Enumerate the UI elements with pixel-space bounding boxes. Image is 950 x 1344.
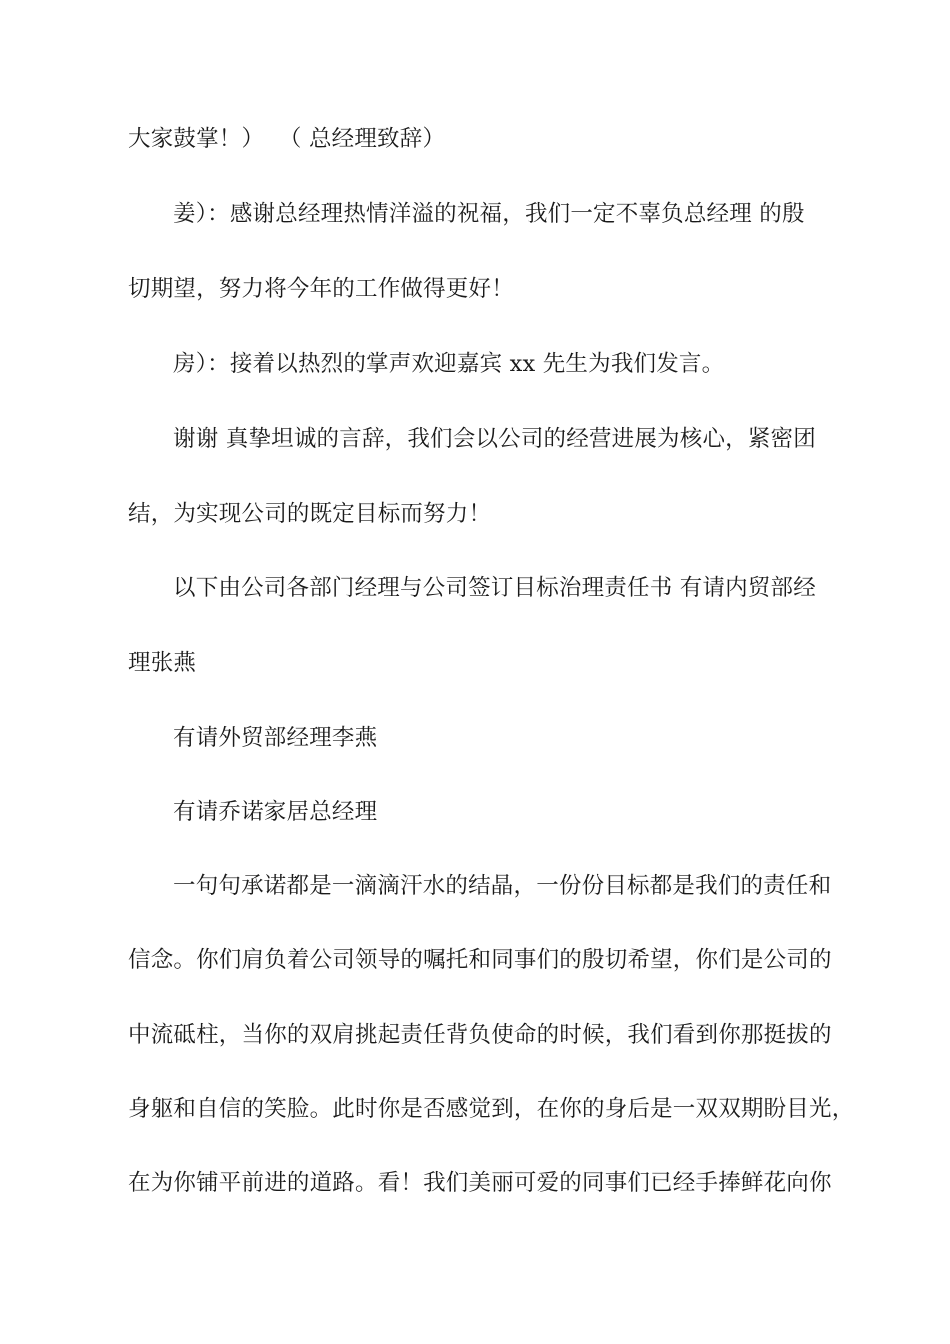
text-line-10: 有请乔诺家居总经理 <box>173 799 378 825</box>
text-line-7: 以下由公司各部门经理与公司签订目标治理责任书 有请内贸部经 <box>173 575 816 601</box>
text-line-12: 信念。你们肩负着公司领导的嘱托和同事们的殷切希望，你们是公司的 <box>128 947 832 973</box>
text-line-5: 谢谢 真挚坦诚的言辞，我们会以公司的经营进展为核心，紧密团 <box>173 426 816 452</box>
text-line-1: 大家鼓掌！） （ 总经理致辞） <box>128 126 446 152</box>
text-line-15: 在为你铺平前进的道路。看！我们美丽可爱的同事们已经手捧鲜花向你 <box>128 1170 832 1196</box>
text-line-6: 结，为实现公司的既定目标而努力！ <box>128 501 492 527</box>
text-line-13: 中流砥柱，当你的双肩挑起责任背负使命的时候，我们看到你那挺拔的 <box>128 1022 832 1048</box>
text-line-8: 理张燕 <box>128 650 197 676</box>
text-line-14: 身躯和自信的笑脸。此时你是否感觉到，在你的身后是一双双期盼目光， <box>128 1096 855 1122</box>
text-line-2: 姜）：感谢总经理热情洋溢的祝福，我们一定不辜负总经理 的殷 <box>173 201 805 227</box>
text-line-11: 一句句承诺都是一滴滴汗水的结晶，一份份目标都是我们的责任和 <box>173 873 832 899</box>
text-line-3: 切期望，努力将今年的工作做得更好！ <box>128 276 514 302</box>
text-line-4: 房）：接着以热烈的掌声欢迎嘉宾 xx 先生为我们发言。 <box>173 351 725 377</box>
text-line-9: 有请外贸部经理李燕 <box>173 725 378 751</box>
